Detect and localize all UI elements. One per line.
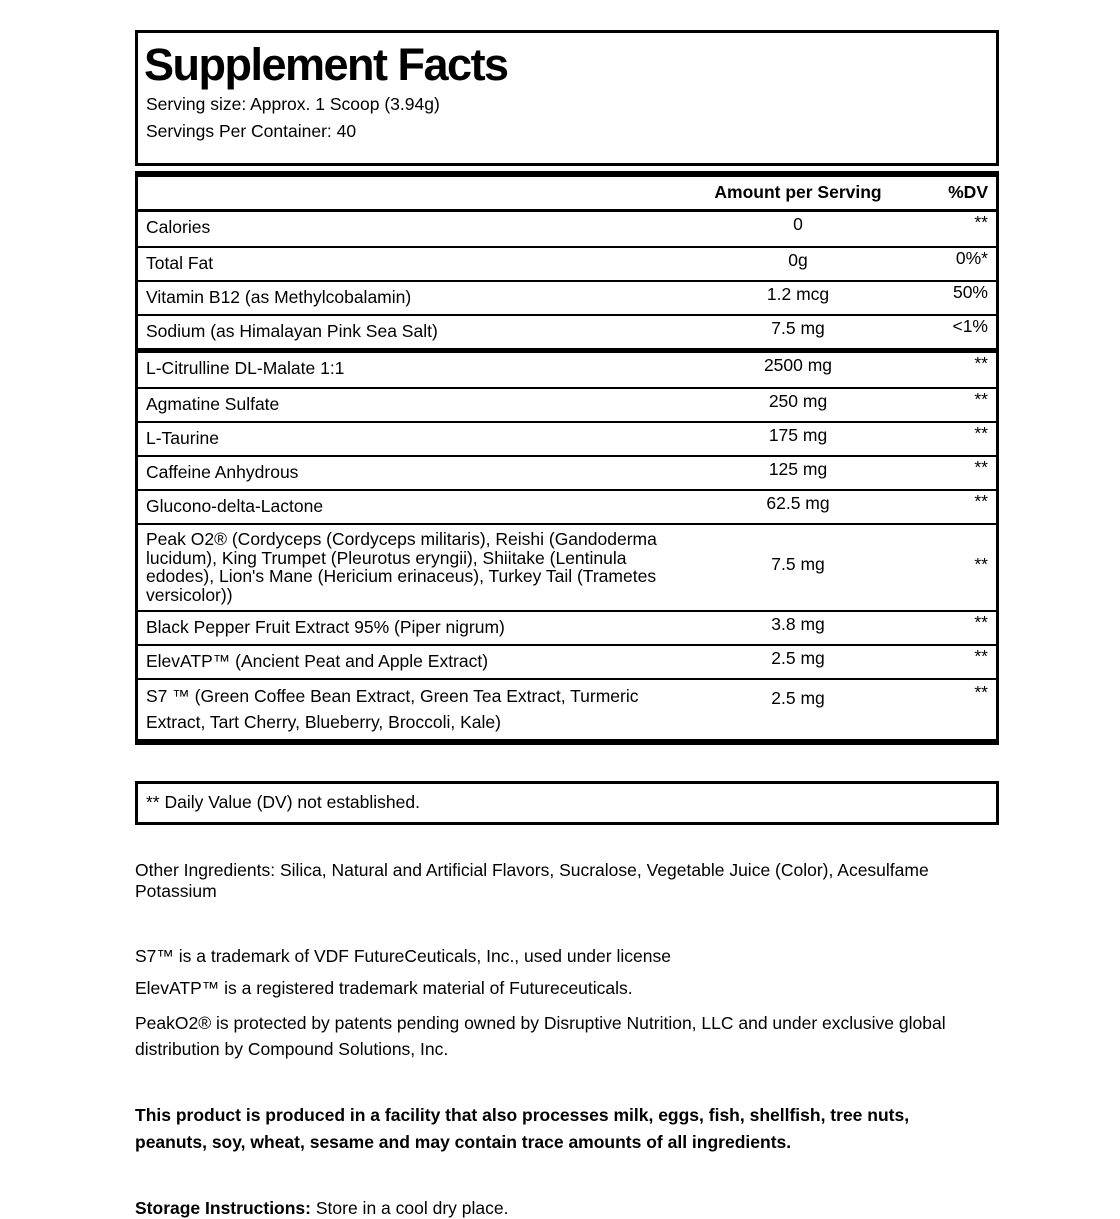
other-ingredients: Other Ingredients: Silica, Natural and Artificial Flavors, Sucralose, Vegetable Juice (Color), Acesulfame Potassium xyxy=(135,860,929,901)
ingredient-amount: 125 mg xyxy=(768,459,828,479)
table-row-peak-o2 xyxy=(138,523,996,610)
ingredient-amount: 250 mg xyxy=(768,391,828,411)
table-header-row xyxy=(138,177,996,212)
nutrient-name: Vitamin B12 (as Methylcobalamin) xyxy=(146,287,412,307)
trademark-elevatp: ElevATP™ is a registered trademark material of Futureceuticals. xyxy=(135,978,633,998)
nutrient-dv: 50% xyxy=(952,282,988,302)
storage-instructions xyxy=(135,1198,999,1219)
table-row-total-fat xyxy=(138,246,996,280)
ingredient-name: Black Pepper Fruit Extract 95% (Piper nigrum) xyxy=(146,617,505,637)
ingredient-dv: ** xyxy=(974,554,988,574)
ingredient-name: Peak O2® (Cordyceps (Cordyceps militaris), Reishi (Gandoderma lucidum), King Trumpet (Pleurotus eryngii), Shiitake (Lentinula edodes), Lion's Mane (Hericium erinaceus), Turkey Tail (Trametes versicolor)) xyxy=(146,529,657,605)
nutrient-dv: 0%* xyxy=(955,248,988,268)
nutrient-name: Total Fat xyxy=(146,253,214,273)
ingredient-dv: ** xyxy=(974,646,988,666)
ingredient-dv: ** xyxy=(974,353,988,373)
nutrient-dv: <1% xyxy=(952,316,988,336)
dv-footnote-box xyxy=(135,781,999,825)
dv-footnote-text: ** Daily Value (DV) not established. xyxy=(146,792,420,812)
facts-table xyxy=(135,171,999,745)
ingredient-amount: 2500 mg xyxy=(763,355,833,375)
header-spacer xyxy=(146,182,698,203)
ingredient-amount: 62.5 mg xyxy=(766,493,830,513)
trademark-peako2: PeakO2® is protected by patents pending owned by Disruptive Nutrition, LLC and under exclusive global distribution by Compound Solutions, Inc. xyxy=(135,1013,946,1059)
ingredient-amount: 175 mg xyxy=(768,425,828,445)
table-row-calories xyxy=(138,212,996,246)
ingredient-dv: ** xyxy=(974,682,988,702)
amount-per-serving-header: Amount per Serving xyxy=(714,182,882,202)
ingredient-dv: ** xyxy=(974,457,988,477)
allergen-statement: This product is produced in a facility that also processes milk, eggs, fish, shellfish, tree nuts, peanuts, soy, wheat, sesame and may contain trace amounts of all ingredients. xyxy=(135,1105,910,1152)
nutrient-amount: 7.5 mg xyxy=(771,318,825,338)
table-row-caffeine-anhydrous xyxy=(138,455,996,489)
table-row-sodium xyxy=(138,314,996,348)
ingredient-dv: ** xyxy=(974,491,988,511)
table-row-agmatine-sulfate xyxy=(138,387,996,421)
nutrient-amount: 1.2 mcg xyxy=(766,284,830,304)
nutrient-dv: ** xyxy=(974,212,988,232)
ingredient-amount: 2.5 mg xyxy=(771,688,825,708)
nutrient-amount: 0 xyxy=(793,214,803,234)
table-row-l-taurine xyxy=(138,421,996,455)
serving-size: Serving size: Approx. 1 Scoop (3.94g) xyxy=(146,94,440,114)
ingredient-dv: ** xyxy=(974,612,988,632)
table-row-s7 xyxy=(138,678,996,739)
table-row-l-citrulline xyxy=(138,353,996,387)
ingredient-name: S7 ™ (Green Coffee Bean Extract, Green Tea Extract, Turmeric Extract, Tart Cherry, Blueberry, Broccoli, Kale) xyxy=(146,686,639,732)
storage-instructions-text: Store in a cool dry place. xyxy=(311,1198,509,1218)
ingredient-amount: 2.5 mg xyxy=(771,648,825,668)
ingredient-name: Glucono-delta-Lactone xyxy=(146,496,324,516)
percent-dv-header: %DV xyxy=(948,182,988,202)
ingredient-name: Caffeine Anhydrous xyxy=(146,462,299,482)
nutrient-name: Calories xyxy=(146,217,211,237)
panel-title: Supplement Facts xyxy=(144,39,508,90)
ingredient-name: ElevATP™ (Ancient Peat and Apple Extract) xyxy=(146,651,489,671)
servings-per-container: Servings Per Container: 40 xyxy=(146,121,357,141)
ingredient-name: L-Citrulline DL-Malate 1:1 xyxy=(146,358,345,378)
trademark-s7: S7™ is a trademark of VDF FutureCeuticals, Inc., used under license xyxy=(135,946,671,966)
storage-instructions-label: Storage Instructions: xyxy=(135,1198,311,1218)
ingredient-dv: ** xyxy=(974,423,988,443)
supplement-facts-panel xyxy=(135,30,999,166)
ingredient-dv: ** xyxy=(974,389,988,409)
table-row-vitamin-b12 xyxy=(138,280,996,314)
ingredient-name: Agmatine Sulfate xyxy=(146,394,280,414)
nutrient-amount: 0g xyxy=(788,250,808,270)
ingredient-amount: 7.5 mg xyxy=(771,554,825,574)
ingredient-name: L-Taurine xyxy=(146,428,219,448)
table-row-black-pepper-extract xyxy=(138,610,996,644)
table-row-elevatp xyxy=(138,644,996,678)
supplement-label xyxy=(135,30,999,1219)
table-row-glucono-delta-lactone xyxy=(138,489,996,523)
nutrient-name: Sodium (as Himalayan Pink Sea Salt) xyxy=(146,321,438,341)
ingredient-amount: 3.8 mg xyxy=(771,614,825,634)
